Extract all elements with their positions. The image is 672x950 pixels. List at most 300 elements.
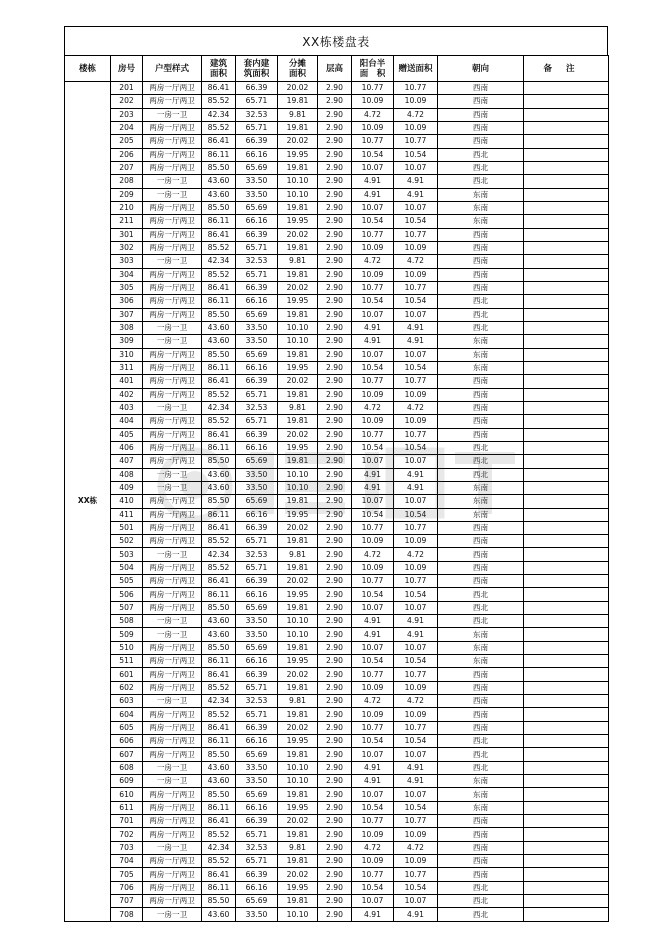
cell-gross-area: 43.60 (202, 188, 236, 201)
cell-orientation: 西南 (438, 121, 524, 134)
cell-inner-area: 65.71 (236, 828, 278, 841)
cell-orientation: 东南 (438, 361, 524, 374)
cell-gross-area: 86.11 (202, 881, 236, 894)
cell-balcony: 10.07 (352, 788, 394, 801)
cell-remark (524, 201, 609, 214)
cell-floor-height: 2.90 (318, 375, 352, 388)
cell-orientation: 西北 (438, 908, 524, 921)
cell-inner-area: 66.39 (236, 135, 278, 148)
cell-floor-height: 2.90 (318, 281, 352, 294)
cell-layout: 两房一厅两卫 (143, 868, 202, 881)
cell-balcony: 4.91 (352, 188, 394, 201)
cell-inner-area: 66.16 (236, 508, 278, 521)
cell-inner-area: 33.50 (236, 481, 278, 494)
cell-shared-area: 9.81 (278, 548, 318, 561)
cell-balcony: 10.54 (352, 801, 394, 814)
cell-gift-area: 10.54 (394, 361, 438, 374)
cell-shared-area: 19.81 (278, 828, 318, 841)
cell-gift-area: 4.72 (394, 548, 438, 561)
cell-orientation: 西北 (438, 441, 524, 454)
cell-balcony: 10.77 (352, 868, 394, 881)
table-row (65, 508, 609, 521)
cell-layout: 两房一厅两卫 (143, 735, 202, 748)
cell-gift-area: 10.09 (394, 855, 438, 868)
cell-remark (524, 95, 609, 108)
cell-room: 504 (111, 561, 143, 574)
cell-remark (524, 508, 609, 521)
cell-floor-height: 2.90 (318, 95, 352, 108)
cell-remark (524, 348, 609, 361)
cell-orientation: 西南 (438, 82, 524, 95)
cell-orientation: 西南 (438, 521, 524, 534)
cell-inner-area: 33.50 (236, 761, 278, 774)
cell-remark (524, 815, 609, 828)
cell-gross-area: 85.52 (202, 681, 236, 694)
cell-room: 511 (111, 655, 143, 668)
cell-gift-area: 10.07 (394, 201, 438, 214)
cell-layout: 一房一卫 (143, 481, 202, 494)
cell-orientation: 西南 (438, 668, 524, 681)
table-row (65, 535, 609, 548)
cell-floor-height: 2.90 (318, 228, 352, 241)
cell-room: 702 (111, 828, 143, 841)
cell-room: 303 (111, 255, 143, 268)
cell-layout: 两房一厅两卫 (143, 815, 202, 828)
cell-shared-area: 10.10 (278, 761, 318, 774)
cell-layout: 两房一厅两卫 (143, 441, 202, 454)
cell-balcony: 4.91 (352, 335, 394, 348)
cell-room: 706 (111, 881, 143, 894)
cell-shared-area: 19.81 (278, 895, 318, 908)
cell-layout: 两房一厅两卫 (143, 588, 202, 601)
cell-floor-height: 2.90 (318, 828, 352, 841)
cell-gift-area: 10.54 (394, 148, 438, 161)
cell-gift-area: 10.77 (394, 135, 438, 148)
table-row (65, 575, 609, 588)
table-row (65, 295, 609, 308)
cell-shared-area: 20.02 (278, 575, 318, 588)
cell-inner-area: 66.39 (236, 815, 278, 828)
cell-gross-area: 85.52 (202, 708, 236, 721)
cell-layout: 两房一厅两卫 (143, 855, 202, 868)
cell-orientation: 东南 (438, 628, 524, 641)
cell-floor-height: 2.90 (318, 108, 352, 121)
cell-room: 506 (111, 588, 143, 601)
cell-remark (524, 108, 609, 121)
cell-gross-area: 85.50 (202, 895, 236, 908)
cell-floor-height: 2.90 (318, 481, 352, 494)
cell-inner-area: 65.69 (236, 895, 278, 908)
cell-balcony: 10.77 (352, 375, 394, 388)
cell-gift-area: 10.77 (394, 868, 438, 881)
cell-orientation: 西北 (438, 455, 524, 468)
cell-remark (524, 215, 609, 228)
cell-remark (524, 668, 609, 681)
cell-gift-area: 10.07 (394, 748, 438, 761)
cell-orientation: 西南 (438, 721, 524, 734)
cell-gift-area: 4.91 (394, 908, 438, 921)
cell-floor-height: 2.90 (318, 135, 352, 148)
cell-orientation: 东南 (438, 201, 524, 214)
cell-gross-area: 85.50 (202, 201, 236, 214)
cell-room: 310 (111, 348, 143, 361)
cell-floor-height: 2.90 (318, 908, 352, 921)
cell-layout: 两房一厅两卫 (143, 601, 202, 614)
cell-gross-area: 86.41 (202, 575, 236, 588)
cell-balcony: 10.77 (352, 521, 394, 534)
cell-gift-area: 4.91 (394, 628, 438, 641)
cell-gift-area: 10.09 (394, 268, 438, 281)
cell-inner-area: 65.71 (236, 681, 278, 694)
cell-orientation: 西南 (438, 561, 524, 574)
cell-orientation: 西北 (438, 601, 524, 614)
cell-room: 510 (111, 641, 143, 654)
cell-shared-area: 9.81 (278, 841, 318, 854)
cell-remark (524, 308, 609, 321)
cell-gross-area: 85.52 (202, 95, 236, 108)
cell-gross-area: 86.11 (202, 441, 236, 454)
cell-layout: 一房一卫 (143, 841, 202, 854)
cell-balcony: 10.09 (352, 388, 394, 401)
cell-inner-area: 66.16 (236, 361, 278, 374)
cell-gift-area: 10.07 (394, 601, 438, 614)
cell-balcony: 10.09 (352, 121, 394, 134)
cell-shared-area: 9.81 (278, 695, 318, 708)
cell-layout: 两房一厅两卫 (143, 121, 202, 134)
table-row (65, 401, 609, 414)
cell-balcony: 10.54 (352, 881, 394, 894)
cell-shared-area: 20.02 (278, 82, 318, 95)
cell-remark (524, 548, 609, 561)
cell-layout: 一房一卫 (143, 401, 202, 414)
cell-orientation: 西南 (438, 388, 524, 401)
cell-floor-height: 2.90 (318, 121, 352, 134)
cell-orientation: 西南 (438, 828, 524, 841)
cell-room: 307 (111, 308, 143, 321)
cell-gross-area: 86.11 (202, 801, 236, 814)
cell-gross-area: 42.34 (202, 108, 236, 121)
cell-layout: 两房一厅两卫 (143, 681, 202, 694)
cell-inner-area: 66.39 (236, 721, 278, 734)
cell-floor-height: 2.90 (318, 188, 352, 201)
cell-remark (524, 255, 609, 268)
cell-shared-area: 19.81 (278, 415, 318, 428)
cell-layout: 两房一厅两卫 (143, 721, 202, 734)
cell-inner-area: 32.53 (236, 695, 278, 708)
cell-layout: 一房一卫 (143, 335, 202, 348)
cell-gift-area: 10.54 (394, 215, 438, 228)
cell-remark (524, 855, 609, 868)
cell-remark (524, 401, 609, 414)
cell-remark (524, 561, 609, 574)
table-row (65, 441, 609, 454)
cell-inner-area: 65.69 (236, 495, 278, 508)
cell-shared-area: 19.95 (278, 148, 318, 161)
cell-layout: 一房一卫 (143, 615, 202, 628)
cell-gift-area: 4.91 (394, 335, 438, 348)
table-row (65, 788, 609, 801)
cell-room: 707 (111, 895, 143, 908)
cell-shared-area: 19.81 (278, 855, 318, 868)
cell-shared-area: 10.10 (278, 321, 318, 334)
cell-inner-area: 32.53 (236, 548, 278, 561)
cell-floor-height: 2.90 (318, 428, 352, 441)
cell-room: 502 (111, 535, 143, 548)
cell-inner-area: 66.16 (236, 655, 278, 668)
cell-layout: 两房一厅两卫 (143, 82, 202, 95)
cell-gross-area: 86.41 (202, 428, 236, 441)
cell-room: 608 (111, 761, 143, 774)
cell-inner-area: 65.71 (236, 855, 278, 868)
cell-gross-area: 43.60 (202, 908, 236, 921)
cell-floor-height: 2.90 (318, 788, 352, 801)
table-row (65, 148, 609, 161)
cell-room: 209 (111, 188, 143, 201)
table-row (65, 561, 609, 574)
cell-gross-area: 85.52 (202, 535, 236, 548)
cell-gross-area: 86.41 (202, 521, 236, 534)
cell-gift-area: 10.09 (394, 415, 438, 428)
cell-floor-height: 2.90 (318, 295, 352, 308)
cell-orientation: 西北 (438, 881, 524, 894)
cell-gross-area: 86.41 (202, 375, 236, 388)
cell-orientation: 西南 (438, 108, 524, 121)
cell-room: 208 (111, 175, 143, 188)
cell-room: 705 (111, 868, 143, 881)
cell-room: 503 (111, 548, 143, 561)
cell-gift-area: 10.77 (394, 668, 438, 681)
cell-shared-area: 20.02 (278, 428, 318, 441)
cell-remark (524, 775, 609, 788)
cell-gift-area: 10.54 (394, 881, 438, 894)
cell-floor-height: 2.90 (318, 868, 352, 881)
cell-layout: 两房一厅两卫 (143, 415, 202, 428)
cell-room: 206 (111, 148, 143, 161)
cell-layout: 两房一厅两卫 (143, 521, 202, 534)
cell-inner-area: 66.39 (236, 281, 278, 294)
cell-orientation: 西南 (438, 228, 524, 241)
cell-remark (524, 681, 609, 694)
cell-remark (524, 228, 609, 241)
cell-remark (524, 148, 609, 161)
cell-inner-area: 66.39 (236, 521, 278, 534)
table-row (65, 348, 609, 361)
cell-remark (524, 161, 609, 174)
cell-layout: 两房一厅两卫 (143, 375, 202, 388)
cell-balcony: 4.72 (352, 108, 394, 121)
cell-floor-height: 2.90 (318, 588, 352, 601)
header-layout: 户型样式 (143, 56, 202, 82)
cell-balcony: 10.07 (352, 895, 394, 908)
cell-room: 306 (111, 295, 143, 308)
table-row (65, 695, 609, 708)
table-row (65, 468, 609, 481)
cell-room: 604 (111, 708, 143, 721)
cell-inner-area: 65.69 (236, 641, 278, 654)
cell-layout: 两房一厅两卫 (143, 641, 202, 654)
cell-inner-area: 65.71 (236, 95, 278, 108)
cell-floor-height: 2.90 (318, 535, 352, 548)
cell-layout: 两房一厅两卫 (143, 668, 202, 681)
cell-layout: 两房一厅两卫 (143, 655, 202, 668)
cell-shared-area: 10.10 (278, 468, 318, 481)
cell-inner-area: 66.16 (236, 441, 278, 454)
cell-remark (524, 908, 609, 921)
cell-remark (524, 535, 609, 548)
cell-floor-height: 2.90 (318, 855, 352, 868)
cell-floor-height: 2.90 (318, 201, 352, 214)
cell-shared-area: 20.02 (278, 721, 318, 734)
cell-inner-area: 33.50 (236, 188, 278, 201)
cell-gross-area: 43.60 (202, 761, 236, 774)
table-row (65, 281, 609, 294)
cell-orientation: 东南 (438, 788, 524, 801)
table-row (65, 308, 609, 321)
cell-balcony: 4.91 (352, 175, 394, 188)
cell-inner-area: 65.69 (236, 348, 278, 361)
cell-inner-area: 66.39 (236, 868, 278, 881)
cell-orientation: 东南 (438, 481, 524, 494)
cell-shared-area: 20.02 (278, 375, 318, 388)
cell-room: 202 (111, 95, 143, 108)
cell-inner-area: 65.69 (236, 161, 278, 174)
table-row (65, 721, 609, 734)
cell-inner-area: 65.69 (236, 788, 278, 801)
cell-layout: 两房一厅两卫 (143, 161, 202, 174)
cell-shared-area: 9.81 (278, 401, 318, 414)
cell-balcony: 4.72 (352, 548, 394, 561)
table-row (65, 455, 609, 468)
cell-shared-area: 19.81 (278, 95, 318, 108)
cell-orientation: 东南 (438, 188, 524, 201)
cell-orientation: 西南 (438, 241, 524, 254)
cell-room: 407 (111, 455, 143, 468)
cell-balcony: 4.91 (352, 761, 394, 774)
header-balcony: 阳台半 面 积 (352, 56, 394, 82)
cell-orientation: 西北 (438, 615, 524, 628)
cell-floor-height: 2.90 (318, 361, 352, 374)
cell-inner-area: 32.53 (236, 255, 278, 268)
cell-balcony: 4.91 (352, 481, 394, 494)
cell-layout: 两房一厅两卫 (143, 295, 202, 308)
cell-room: 404 (111, 415, 143, 428)
cell-gross-area: 85.52 (202, 268, 236, 281)
cell-remark (524, 695, 609, 708)
cell-orientation: 西南 (438, 695, 524, 708)
table-row (65, 908, 609, 921)
cell-floor-height: 2.90 (318, 495, 352, 508)
cell-gift-area: 10.54 (394, 441, 438, 454)
table-row (65, 82, 609, 95)
header-remark: 备注 (524, 56, 609, 82)
cell-floor-height: 2.90 (318, 508, 352, 521)
cell-inner-area: 65.71 (236, 415, 278, 428)
cell-remark (524, 641, 609, 654)
header-room: 房号 (111, 56, 143, 82)
cell-gift-area: 4.72 (394, 108, 438, 121)
cell-gross-area: 86.11 (202, 148, 236, 161)
cell-gross-area: 85.50 (202, 308, 236, 321)
cell-room: 505 (111, 575, 143, 588)
cell-remark (524, 495, 609, 508)
cell-gross-area: 86.11 (202, 735, 236, 748)
cell-shared-area: 10.10 (278, 188, 318, 201)
cell-room: 708 (111, 908, 143, 921)
cell-orientation: 西南 (438, 708, 524, 721)
cell-orientation: 西北 (438, 735, 524, 748)
cell-room: 601 (111, 668, 143, 681)
cell-gift-area: 10.07 (394, 641, 438, 654)
cell-remark (524, 281, 609, 294)
cell-gross-area: 43.60 (202, 175, 236, 188)
cell-remark (524, 82, 609, 95)
cell-orientation: 东南 (438, 335, 524, 348)
cell-balcony: 4.91 (352, 908, 394, 921)
cell-layout: 一房一卫 (143, 108, 202, 121)
cell-shared-area: 20.02 (278, 135, 318, 148)
table-row (65, 708, 609, 721)
cell-layout: 一房一卫 (143, 628, 202, 641)
cell-gross-area: 85.52 (202, 561, 236, 574)
cell-shared-area: 9.81 (278, 255, 318, 268)
cell-floor-height: 2.90 (318, 561, 352, 574)
cell-gross-area: 85.52 (202, 415, 236, 428)
cell-layout: 一房一卫 (143, 761, 202, 774)
building-table (64, 55, 609, 922)
cell-room: 309 (111, 335, 143, 348)
table-row (65, 388, 609, 401)
cell-balcony: 10.07 (352, 348, 394, 361)
cell-remark (524, 615, 609, 628)
table-row (65, 375, 609, 388)
cell-gross-area: 85.50 (202, 348, 236, 361)
cell-shared-area: 20.02 (278, 281, 318, 294)
cell-gross-area: 85.50 (202, 455, 236, 468)
cell-room: 703 (111, 841, 143, 854)
cell-remark (524, 881, 609, 894)
cell-shared-area: 19.95 (278, 801, 318, 814)
cell-floor-height: 2.90 (318, 388, 352, 401)
cell-gross-area: 86.41 (202, 228, 236, 241)
cell-balcony: 10.54 (352, 441, 394, 454)
cell-gross-area: 86.11 (202, 215, 236, 228)
cell-floor-height: 2.90 (318, 82, 352, 95)
cell-shared-area: 19.95 (278, 588, 318, 601)
cell-gross-area: 85.52 (202, 121, 236, 134)
cell-floor-height: 2.90 (318, 761, 352, 774)
table-row (65, 655, 609, 668)
cell-balcony: 10.54 (352, 295, 394, 308)
cell-gift-area: 10.07 (394, 308, 438, 321)
table-row (65, 108, 609, 121)
cell-gross-area: 43.60 (202, 321, 236, 334)
cell-inner-area: 65.69 (236, 308, 278, 321)
cell-remark (524, 388, 609, 401)
cell-gift-area: 10.09 (394, 561, 438, 574)
cell-shared-area: 19.81 (278, 348, 318, 361)
cell-floor-height: 2.90 (318, 628, 352, 641)
cell-remark (524, 895, 609, 908)
cell-shared-area: 19.81 (278, 788, 318, 801)
cell-orientation: 西南 (438, 428, 524, 441)
cell-inner-area: 66.39 (236, 228, 278, 241)
cell-layout: 两房一厅两卫 (143, 428, 202, 441)
table-row (65, 855, 609, 868)
cell-floor-height: 2.90 (318, 655, 352, 668)
cell-gift-area: 4.91 (394, 481, 438, 494)
cell-inner-area: 66.39 (236, 575, 278, 588)
cell-room: 701 (111, 815, 143, 828)
